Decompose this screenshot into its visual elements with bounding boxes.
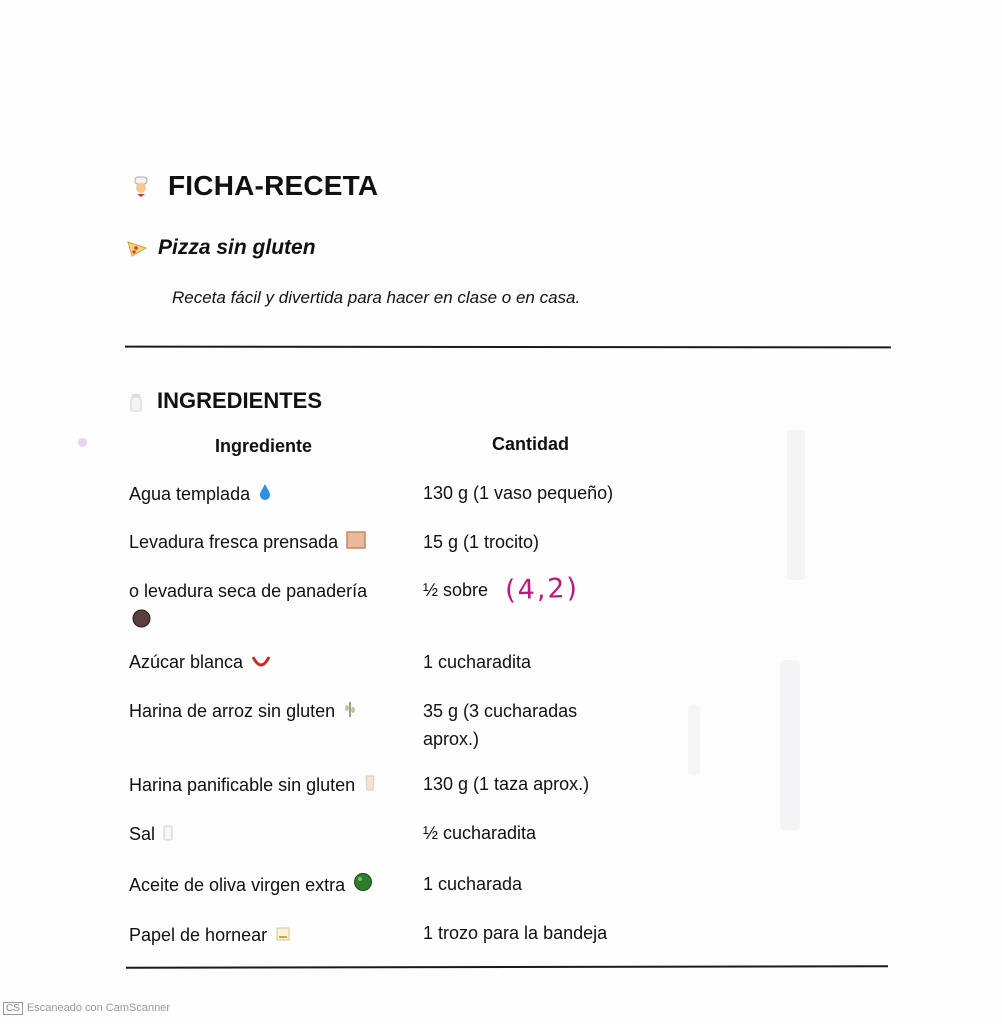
- jar-icon: [130, 394, 142, 412]
- ingredient-name: Azúcar blanca: [129, 648, 271, 677]
- ingredients-heading: INGREDIENTES: [157, 388, 323, 413]
- salt-shaker-icon: [163, 821, 173, 849]
- page-title: FICHA-RECETA: [168, 170, 379, 201]
- sugar-bowl-icon: [251, 649, 271, 677]
- column-header-quantity: Cantidad: [492, 434, 570, 454]
- ingredient-name: Harina panificable sin gluten: [129, 771, 377, 800]
- ingredient-quantity: 1 cucharadita: [423, 652, 532, 672]
- flour-bag-icon: [363, 772, 377, 800]
- ingredient-name: Sal: [129, 820, 173, 849]
- yeast-block-icon: [346, 529, 366, 557]
- ingredient-quantity: 15 g (1 trocito): [423, 532, 540, 552]
- ingredient-quantity: ½ sobre: [423, 580, 489, 600]
- ingredient-quantity: 35 g (3 cucharadas aprox.): [423, 701, 578, 749]
- ingredient-quantity: ½ cucharadita: [423, 823, 537, 843]
- water-drop-icon: [258, 481, 272, 509]
- ingredient-name: Harina de arroz sin gluten: [129, 697, 357, 726]
- pizza-icon: [126, 238, 148, 258]
- ingredient-name: Papel de hornear: [129, 921, 291, 950]
- dark-dot-icon: [132, 609, 151, 633]
- ingredient-quantity: 130 g (1 taza aprox.): [423, 774, 590, 794]
- scanner-watermark: CS Escaneado con CamScanner: [3, 1002, 170, 1015]
- recipe-name: Pizza sin gluten: [158, 236, 316, 259]
- ingredient-quantity: 1 trozo para la bandeja: [423, 923, 608, 943]
- olive-icon: [353, 872, 373, 900]
- divider-bottom: [126, 965, 888, 969]
- handwritten-annotation: (4,2): [504, 572, 580, 607]
- ingredient-name: Agua templada: [129, 480, 272, 509]
- divider-top: [125, 346, 891, 349]
- rice-icon: [343, 698, 357, 726]
- camscanner-logo: CS: [3, 1002, 23, 1015]
- ingredient-quantity: 1 cucharada: [423, 874, 523, 894]
- ingredient-quantity: 130 g (1 vaso pequeño): [423, 483, 614, 503]
- recipe-description: Receta fácil y divertida para hacer en clase o en casa.: [172, 288, 581, 307]
- ingredient-name: Aceite de oliva virgen extra: [129, 871, 373, 900]
- ingredient-name: o levadura seca de panadería: [129, 581, 368, 601]
- ingredient-name: Levadura fresca prensada: [129, 528, 366, 557]
- chef-icon: [131, 176, 151, 198]
- baking-paper-icon: [275, 922, 291, 950]
- column-header-ingredient: Ingrediente: [215, 436, 313, 456]
